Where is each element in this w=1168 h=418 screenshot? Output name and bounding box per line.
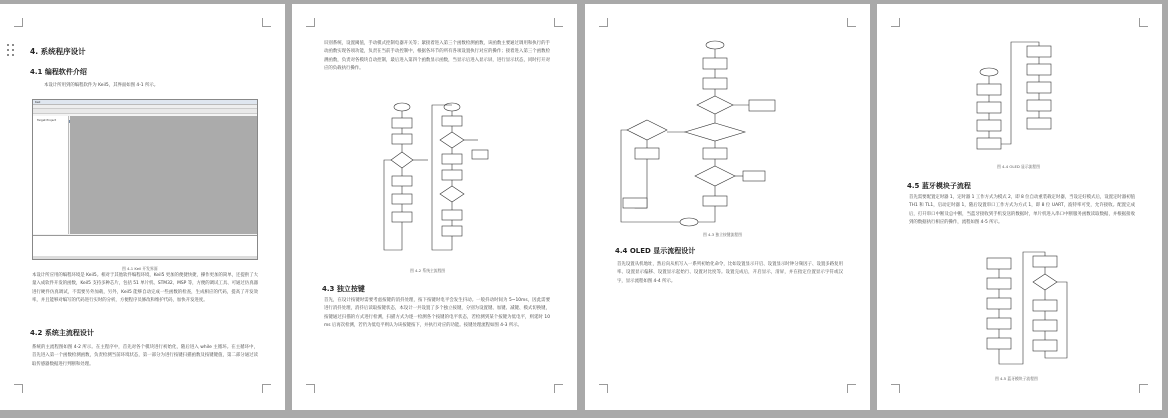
corner-mark <box>306 18 315 27</box>
section-body-text: 首先需要配置定时器 1，定时器 1 工作方式为模式 2，即 8 位自动重装载定时器，当设定好模式后，设置定时器初值 TH1 和 TL1，启动定时器 1，随后设置串口工作方式为方式 1，即 8 位 UART，波特率可变，允许接收。配置完成后，打开串口中断及总中断，当蓝牙接收到手机发送的数据时，单片机进入串口中断服务函数读取数据，并根据接收到的数据执行相应的操作，流程如图 4-5 所示。 <box>909 195 1135 226</box>
corner-mark <box>847 384 856 393</box>
corner-mark <box>1139 384 1148 393</box>
ide-project-panel[interactable] <box>33 116 69 234</box>
figure-caption-4-1: 图 4-1 Keil 开发界面 <box>122 266 158 271</box>
section-heading-4-1: 4.1 编程软件介绍 <box>30 68 87 76</box>
corner-mark <box>306 384 315 393</box>
corner-mark <box>554 18 563 27</box>
corner-mark <box>599 384 608 393</box>
ide-status-bar <box>33 256 257 259</box>
section-body-text: 首先设置从机地址，然后向从机写入一系列初始化命令，比如设置显示开启、设置显示时钟分频因子、设置多路复用率、设置显示偏移、设置显示起始行、设置对比度等。设置完成后，开启显示，清屏，并在指定位置显示字符或汉字，显示流程如图 4-4 所示。 <box>617 262 843 284</box>
section-heading-4-4: 4.4 OLED 显示流程设计 <box>615 247 696 255</box>
corner-mark <box>599 18 608 27</box>
section-heading-4-2: 4.2 系统主流程设计 <box>30 329 94 337</box>
section-body-text: 首先，在设计按键时需要考虑按键的消抖处理，按下按键时电平会发生抖动。一般抖动时间为 5~10ms，因此需要进行消抖处理，消抖后读取按键状态，本设计一共设置了多个独立按键，分别为设置键、加键、减键、模式切换键，按键通过扫描的方式进行检测，扫描方式为逐一检测各个按键的电平状态，若检测到某个按键为低电平，则延时 10ms 后再次检测，若仍为低电平则认为该按键按下，并执行对应的功能。按键处理流程如图 4-3 所示。 <box>324 298 550 329</box>
ide-screenshot <box>32 99 258 260</box>
section-heading-4-3: 4.3 独立按键 <box>322 285 365 293</box>
section-body-text: 本设计所应用的编程环境是 Keil5。相对于其他软件编程环境，Keil5 更加的便捷快捷，操作更加的简单，还提供了大量入成软件开发的函数，Keil5 支持多种芯片，包括 51 单片机、STM32、MSP 等，方便的调试工具、可通过仿真器进行硬件仿真调试，不需要另外加载，另外，Keil5 能够自动完成一些函数的检查，生成相应的代码，提高了开发效率，并且能够对编写的代码进行实时的分析，方便程序员修改和维护代码，加快开发进度。 <box>32 273 258 304</box>
bluetooth-flowchart <box>977 248 1077 372</box>
document-page-2 <box>292 4 577 410</box>
figure-caption-4-5: 图 4-5 蓝牙模块子流程图 <box>995 376 1038 381</box>
ide-title-bar: Keil <box>33 100 257 105</box>
figure-caption-4-2: 图 4-2 系统主流程图 <box>410 268 446 273</box>
corner-mark <box>554 384 563 393</box>
chapter-heading: 4. 系统程序设计 <box>30 47 86 56</box>
oled-flowchart <box>955 40 1065 156</box>
corner-mark <box>262 384 271 393</box>
document-page-1 <box>0 4 285 410</box>
key-flowchart <box>617 38 787 228</box>
section-body-text: 系统的主流程图如图 4-2 所示。在主程序中，首先对各个模块进行初始化，随后进入 while 主循环。在主循环中，首先进入第一个函数检测函数，负责检测当前环境状态，第一部分为进行按键扫描函数及按键键值，第二部分通过读取传感器数据进行判断和处理。 <box>32 345 258 367</box>
corner-mark <box>891 384 900 393</box>
drag-handle-icon[interactable] <box>7 44 17 58</box>
corner-mark <box>14 384 23 393</box>
document-page-4 <box>877 4 1162 410</box>
project-tree-root[interactable]: Target Project <box>37 118 57 122</box>
document-page-3 <box>585 4 870 410</box>
ide-editor-area <box>70 116 257 234</box>
figure-caption-4-3: 图 4-3 独立按键流程图 <box>703 232 742 237</box>
section-heading-4-5: 4.5 蓝牙模块子流程 <box>907 182 971 190</box>
ide-build-output <box>33 235 257 257</box>
corner-mark <box>891 18 900 27</box>
figure-caption-4-4: 图 4-4 OLED 显示流程图 <box>997 164 1041 169</box>
body-text-continued: 识别系统，设置阈值，手动模式控制电器开关等；紧接着进入第三个函数检测函数，该函数主要通过调用和执行的手动函数实现各项功能，负责在当前手动控制中，根据各环节的所有各项设置执行对应的操作；接着进入第三个函数检测函数，负责对各模块自动控制，最后进入第四个函数显示函数，当显示后进入显示屏，进行显示状态，同时打开对应的负载执行操作。 <box>324 41 550 72</box>
corner-mark <box>262 18 271 27</box>
corner-mark <box>1139 18 1148 27</box>
ide-toolbar <box>33 109 257 114</box>
section-intro-text: 本设计所用到的编程软件为 Keil5，其界面如图 4-1 所示。 <box>44 83 159 88</box>
corner-mark <box>847 18 856 27</box>
corner-mark <box>14 18 23 27</box>
main-flowchart <box>380 100 492 260</box>
